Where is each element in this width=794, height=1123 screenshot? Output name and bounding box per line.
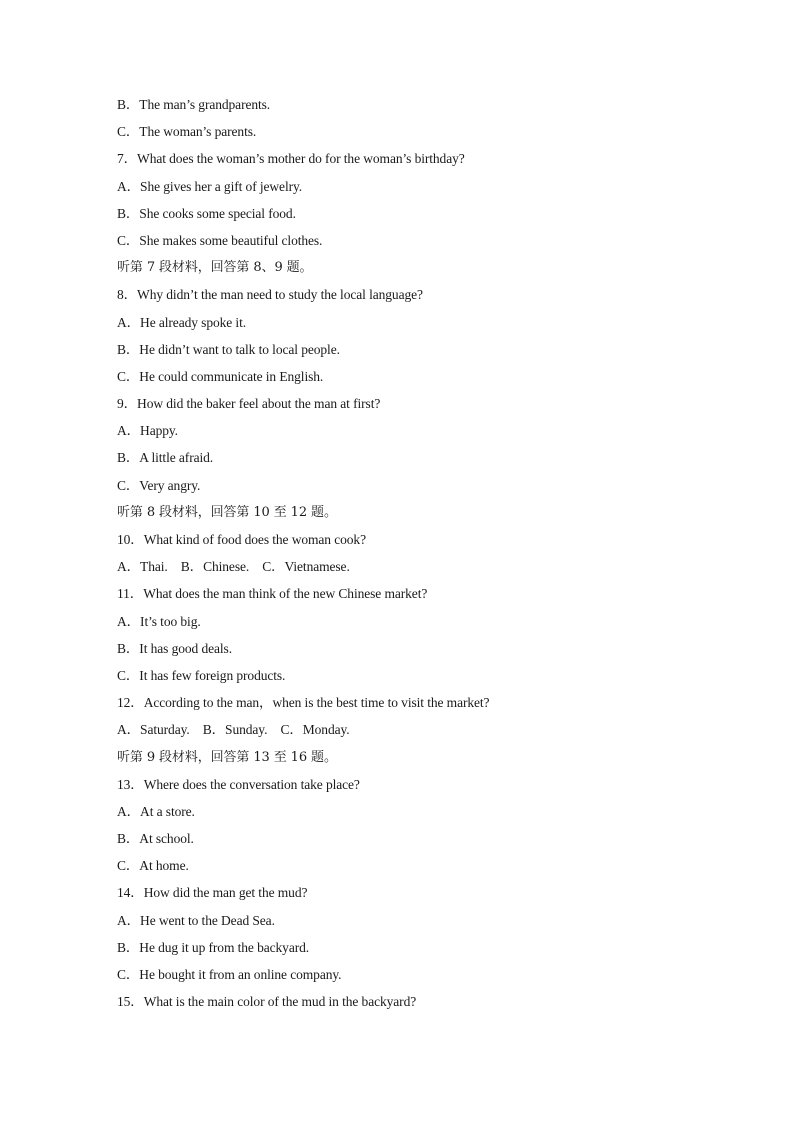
- answer-option: B．At school.: [117, 831, 194, 847]
- answer-option: A．She gives her a gift of jewelry.: [117, 178, 303, 194]
- section-heading: 听第 8 段材料，回答第 10 至 12 题。: [117, 504, 337, 520]
- answer-option: C．At home.: [117, 858, 189, 874]
- answer-option: C．She makes some beautiful clothes.: [117, 232, 323, 248]
- answer-option: C．He could communicate in English.: [117, 368, 324, 384]
- answer-option: A．It’s too big.: [117, 613, 201, 629]
- answer-option: A．He already spoke it.: [117, 314, 247, 330]
- answer-option: B．He dug it up from the backyard.: [117, 939, 310, 955]
- answer-option: A．He went to the Dead Sea.: [117, 912, 275, 928]
- question-text: 10．What kind of food does the woman cook?: [117, 532, 366, 547]
- question-text: 8．Why didn’t the man need to study the local language?: [117, 287, 423, 303]
- question-text: 13．Where does the conversation take place?: [117, 776, 360, 792]
- answer-option: A．Thai. B．Chinese. C．Vietnamese.: [117, 559, 350, 575]
- question-text: 15．What is the main color of the mud in the backyard?: [117, 994, 417, 1010]
- answer-option: C．It has few foreign products.: [117, 667, 286, 683]
- answer-option: B．It has good deals.: [117, 640, 232, 656]
- answer-option: B．She cooks some special food.: [117, 205, 296, 221]
- answer-option: A．Happy.: [117, 423, 178, 439]
- section-heading: 听第 7 段材料，回答第 8、9 题。: [117, 260, 313, 276]
- section-heading: 听第 9 段材料，回答第 13 至 16 题。: [117, 749, 337, 765]
- answer-option: B．A little afraid.: [117, 450, 214, 466]
- answer-option: A．At a store.: [117, 803, 195, 819]
- answer-option: C．He bought it from an online company.: [117, 967, 342, 982]
- question-list: [117, 95, 677, 1019]
- answer-option: B．The man’s grandparents.: [117, 97, 271, 112]
- question-text: 12．According to the man，when is the best time to visit the market?: [117, 695, 490, 711]
- question-text: 9．How did the baker feel about the man at first?: [117, 396, 381, 412]
- answer-option: B．He didn’t want to talk to local people.: [117, 341, 340, 357]
- question-text: 7．What does the woman’s mother do for the woman’s birthday?: [117, 151, 465, 167]
- answer-option: C．Very angry.: [117, 477, 201, 493]
- question-text: 11．What does the man think of the new Chinese market?: [117, 586, 428, 602]
- answer-option: A．Saturday. B．Sunday. C．Monday.: [117, 722, 350, 738]
- question-text: 14．How did the man get the mud?: [117, 885, 308, 901]
- answer-option: C．The woman’s parents.: [117, 124, 257, 140]
